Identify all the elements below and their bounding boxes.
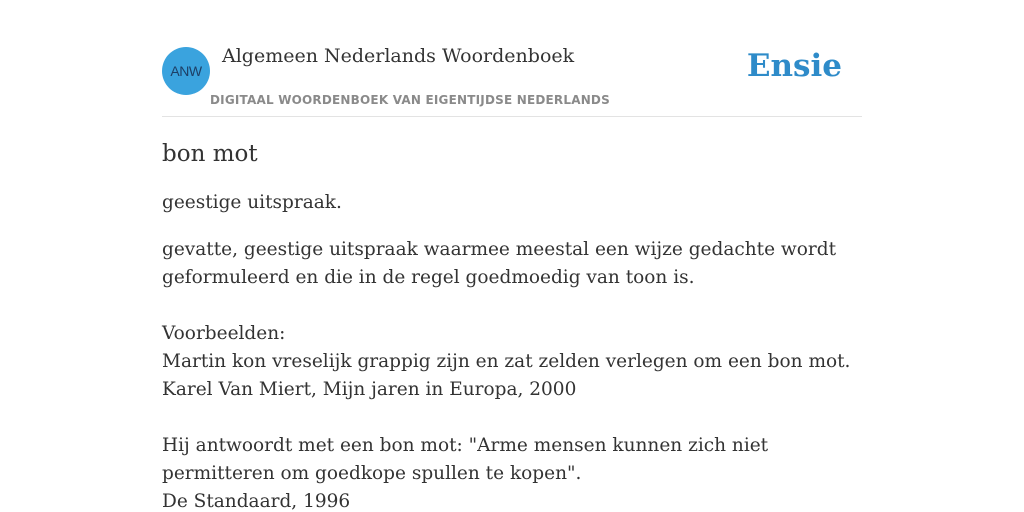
example-quote: Martin kon vreselijk grappig zijn en zat zelden verlegen om een bon mot.: [162, 351, 851, 372]
entry-term: bon mot: [162, 141, 258, 167]
example-quote: Hij antwoordt met een bon mot: "Arme mensen kunnen zich niet permitteren om goedkope spullen te kopen".: [162, 435, 769, 484]
entry-content: [162, 138, 862, 512]
example-source: De Standaard, 1996: [162, 491, 351, 512]
spacer: [162, 404, 862, 432]
long-definition: gevatte, geestige uitspraak waarmee meestal een wijze gedachte wordt geformuleerd en die in de regel goedmoedig van toon is.: [162, 239, 837, 288]
examples-heading: Voorbeelden:: [162, 323, 286, 344]
site-title[interactable]: Algemeen Nederlands Woordenboek: [222, 45, 575, 67]
anw-logo[interactable]: ANW: [162, 47, 210, 95]
site-subtitle: DIGITAAL WOORDENBOEK VAN EIGENTIJDSE NEDERLANDS: [210, 93, 610, 107]
short-definition: geestige uitspraak.: [162, 192, 342, 213]
example-source: Karel Van Miert, Mijn jaren in Europa, 2000: [162, 379, 577, 400]
site-header: [162, 0, 862, 117]
spacer: [162, 292, 862, 320]
ensie-logo[interactable]: Ensie: [746, 48, 842, 84]
